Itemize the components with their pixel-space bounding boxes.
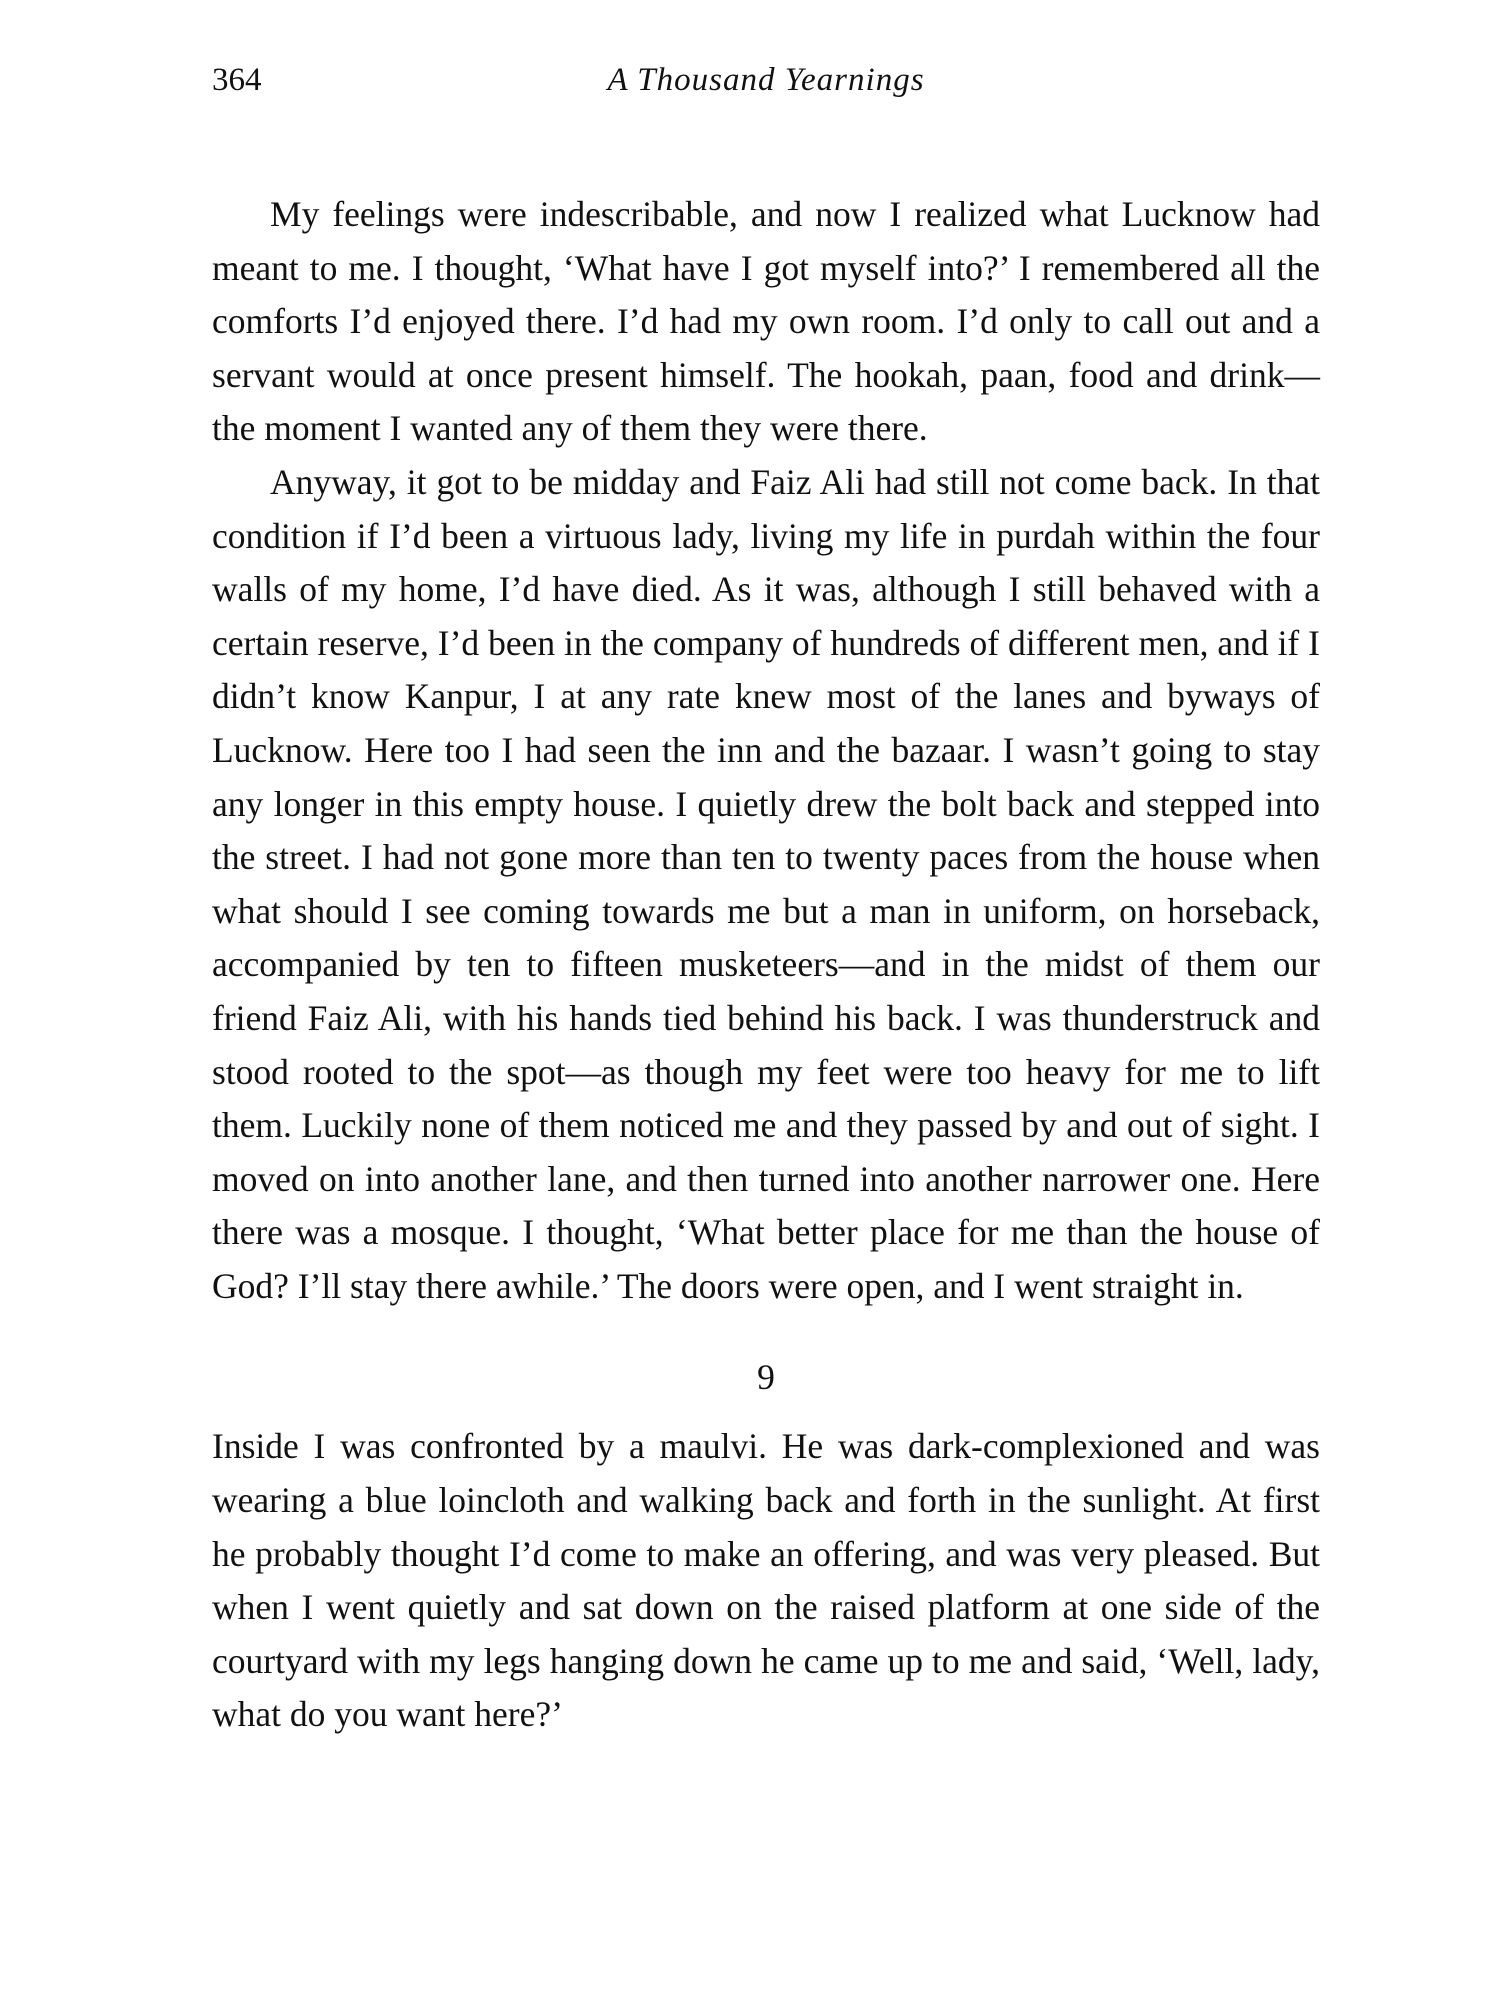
paragraph: Anyway, it got to be midday and Faiz Ali had still not come back. In that condition if I’d been a virtuous lady, living my life in purdah within the four walls of my home, I’d have died. As it was, although I still behaved with a certain reserve, I’d been in the company of hundreds of different men, and if I didn’t know Kanpur, I at any rate knew most of the lanes and byways of Lucknow. Here too I had seen the inn and the bazaar. I wasn’t going to stay any longer in this empty house. I quietly drew the bolt back and stepped into the street. I had not gone more than ten to twenty paces from the house when what should I see coming towards me but a man in uniform, on horseback, accompanied by ten to fifteen musketeers—and in the midst of them our friend Faiz Ali, with his hands tied behind his back. I was thunderstruck and stood rooted to the spot—as though my feet were too heavy for me to lift them. Luckily none of them noticed me and they passed by and out of sight. I moved on into another lane, and then turned into another narrower one. Here there was a mosque. I thought, ‘What better place for me than the house of God? I’ll stay there awhile.’ The doors were open, and I went straight in. — [212, 461, 1320, 1306]
book-title: A Thousand Yearnings — [607, 62, 925, 98]
section-number: 9 — [757, 1357, 775, 1398]
paragraph: Inside I was confronted by a maulvi. He was dark-complexioned and was wearing a blue loincloth and walking back and forth in the sunlight. At first he probably thought I’d come to make an offering, and was very pleased. But when I went quietly and sat down on the raised platform at one side of the courtyard with my legs hanging down he came up to me and said, ‘Well, lady, what do you want here?’ — [212, 1426, 1320, 1735]
running-head — [212, 50, 1320, 110]
book-page — [212, 50, 1320, 1742]
body-text — [212, 188, 1320, 1742]
paragraph: My feelings were indescribable, and now I realized what Lucknow had meant to me. I thought, ‘What have I got myself into?’ I remembered all the comforts I’d enjoyed there. I’d had my own room. I’d only to call out and a servant would at once present himself. The hookah, paan, food and drink—the moment I wanted any of them they were there. — [212, 194, 1320, 449]
page-number: 364 — [212, 62, 262, 98]
